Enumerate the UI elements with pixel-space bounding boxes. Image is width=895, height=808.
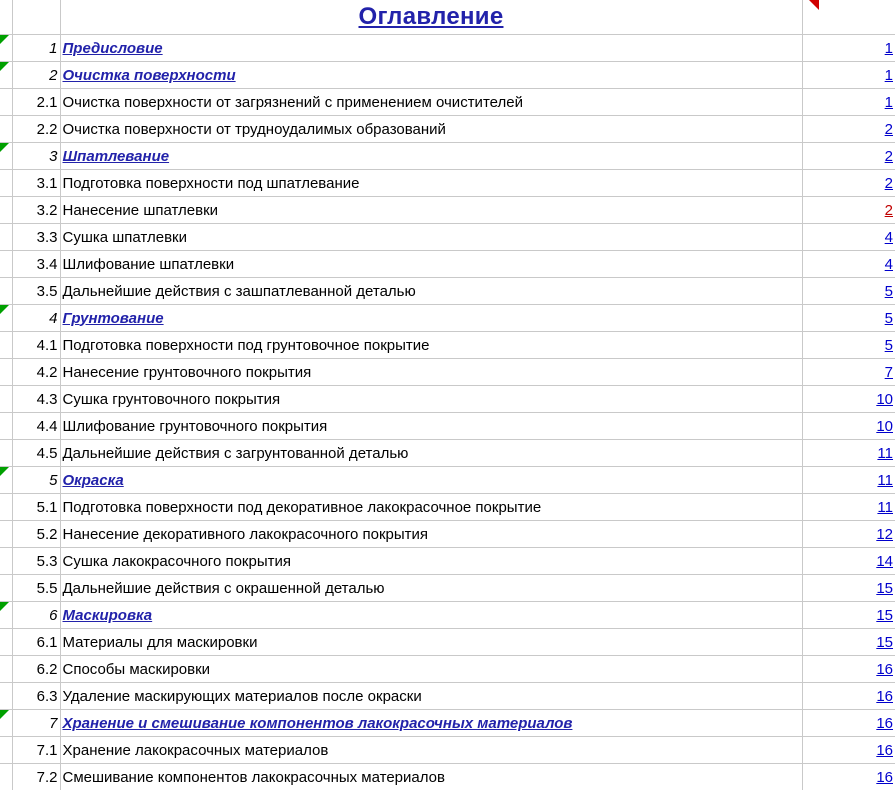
toc-number-text: 3.4 [36, 255, 58, 273]
toc-page-link[interactable]: 15 [876, 606, 893, 624]
row-marker-cell [0, 359, 12, 386]
toc-entry-title-text: Дальнейшие действия с окрашенной деталью [62, 579, 385, 597]
toc-entry-title[interactable] [60, 602, 802, 629]
toc-row[interactable] [0, 89, 895, 116]
toc-number-text: 6.3 [36, 687, 58, 705]
toc-page-number[interactable] [802, 575, 895, 602]
toc-row[interactable] [0, 251, 895, 278]
toc-entry-title[interactable] [60, 467, 802, 494]
toc-number-text: 4.2 [36, 363, 58, 381]
section-marker-cell [0, 467, 12, 494]
toc-number [12, 359, 60, 386]
toc-page-link[interactable]: 5 [884, 309, 893, 327]
row-marker-cell [0, 0, 12, 35]
toc-page-number[interactable] [802, 440, 895, 467]
toc-entry-title[interactable] [60, 170, 802, 197]
toc-number [12, 143, 60, 170]
toc-number-text: 4.1 [36, 336, 58, 354]
toc-row[interactable] [0, 629, 895, 656]
toc-page-number[interactable] [802, 197, 895, 224]
toc-entry-title-text: Нанесение декоративного лакокрасочного покрытия [62, 525, 429, 543]
row-marker-cell [0, 413, 12, 440]
toc-entry-title-text: Дальнейшие действия с зашпатлеванной деталью [62, 282, 416, 300]
toc-number [12, 386, 60, 413]
toc-number-text: 6.2 [36, 660, 58, 678]
toc-page-number[interactable] [802, 656, 895, 683]
toc-number [12, 224, 60, 251]
toc-number [12, 656, 60, 683]
toc-page-number[interactable] [802, 602, 895, 629]
toc-entry-title[interactable] [60, 89, 802, 116]
toc-entry-title-text: Хранение лакокрасочных материалов [62, 741, 329, 759]
row-marker-cell [0, 116, 12, 143]
toc-entry-title[interactable] [60, 386, 802, 413]
toc-row[interactable] [0, 683, 895, 710]
toc-number [12, 710, 60, 737]
toc-entry-title-text: Окраска [62, 471, 124, 489]
toc-number [12, 764, 60, 791]
toc-page-number[interactable] [802, 89, 895, 116]
toc-number-text: 2.2 [36, 120, 58, 138]
toc-number-text: 6 [49, 606, 58, 624]
toc-row[interactable] [0, 116, 895, 143]
header-page-cell [802, 0, 895, 35]
toc-header-row [0, 0, 895, 35]
toc-page-number[interactable] [802, 521, 895, 548]
toc-page-number[interactable] [802, 359, 895, 386]
toc-entry-title-text: Способы маскировки [62, 660, 211, 678]
toc-entry-title[interactable] [60, 359, 802, 386]
green-triangle-icon [0, 62, 9, 71]
toc-entry-title[interactable] [60, 305, 802, 332]
toc-number [12, 413, 60, 440]
toc-entry-title[interactable] [60, 224, 802, 251]
toc-number-text: 5.2 [36, 525, 58, 543]
toc-entry-title-text: Очистка поверхности от трудноудалимых образований [62, 120, 446, 138]
toc-number-text: 4.5 [36, 444, 58, 462]
toc-entry-title-text: Хранение и смешивание компонентов лакокрасочных материалов [62, 714, 573, 732]
toc-number-text: 7.2 [36, 768, 58, 786]
toc-number-text: 3.1 [36, 174, 58, 192]
toc-number-text: 5.1 [36, 498, 58, 516]
toc-number [12, 278, 60, 305]
toc-page-number[interactable] [802, 467, 895, 494]
toc-page-link[interactable]: 11 [877, 444, 893, 462]
green-triangle-icon [0, 467, 9, 476]
toc-entry-title-text: Сушка шпатлевки [62, 228, 187, 246]
toc-page-link[interactable]: 10 [876, 390, 893, 408]
toc-number [12, 440, 60, 467]
toc-page-link[interactable]: 12 [876, 525, 893, 543]
toc-entry-title-text: Смешивание компонентов лакокрасочных материалов [62, 768, 445, 786]
toc-page-number[interactable] [802, 494, 895, 521]
row-marker-cell [0, 170, 12, 197]
toc-row[interactable] [0, 656, 895, 683]
green-triangle-icon [0, 305, 9, 314]
toc-entry-title[interactable] [60, 62, 802, 89]
toc-entry-title-text: Нанесение грунтовочного покрытия [62, 363, 312, 381]
row-marker-cell [0, 224, 12, 251]
toc-page-number[interactable] [802, 737, 895, 764]
toc-entry-title[interactable] [60, 278, 802, 305]
toc-page-number[interactable] [802, 224, 895, 251]
toc-page-number[interactable] [802, 710, 895, 737]
toc-entry-title-text: Шлифование грунтовочного покрытия [62, 417, 328, 435]
toc-page-number[interactable] [802, 683, 895, 710]
row-marker-cell [0, 278, 12, 305]
toc-number-text: 1 [49, 39, 58, 57]
toc-number-text: 4.3 [36, 390, 58, 408]
toc-number-text: 7 [49, 714, 58, 732]
toc-number [12, 548, 60, 575]
toc-page-link[interactable]: 4 [884, 228, 893, 246]
toc-entry-title[interactable] [60, 548, 802, 575]
toc-number-text: 5.3 [36, 552, 58, 570]
row-marker-cell [0, 629, 12, 656]
toc-page-link[interactable]: 1 [884, 66, 893, 84]
toc-number-text: 5.5 [36, 579, 58, 597]
toc-number [12, 467, 60, 494]
toc-entry-title[interactable] [60, 575, 802, 602]
toc-row[interactable] [0, 35, 895, 62]
toc-number-text: 3 [49, 147, 58, 165]
toc-page-link[interactable]: 16 [876, 687, 893, 705]
row-marker-cell [0, 575, 12, 602]
row-marker-cell [0, 89, 12, 116]
toc-row[interactable] [0, 494, 895, 521]
toc-row[interactable] [0, 710, 895, 737]
toc-number [12, 494, 60, 521]
toc-entry-title-text: Сушка лакокрасочного покрытия [62, 552, 291, 570]
toc-page-link[interactable]: 7 [884, 363, 893, 381]
green-triangle-icon [0, 35, 9, 44]
toc-number-text: 2 [49, 66, 58, 84]
toc-entry-title[interactable] [60, 494, 802, 521]
toc-entry-title[interactable] [60, 656, 802, 683]
toc-number [12, 575, 60, 602]
toc-entry-title[interactable] [60, 413, 802, 440]
toc-number [12, 62, 60, 89]
toc-number-text: 4 [49, 309, 58, 327]
section-marker-cell [0, 305, 12, 332]
toc-page-number[interactable] [802, 548, 895, 575]
toc-entry-title[interactable] [60, 143, 802, 170]
toc-entry-title[interactable] [60, 116, 802, 143]
section-marker-cell [0, 143, 12, 170]
toc-row[interactable] [0, 413, 895, 440]
toc-row[interactable] [0, 386, 895, 413]
toc-page-link[interactable]: 5 [884, 282, 893, 300]
toc-number-text: 7.1 [36, 741, 58, 759]
toc-row[interactable] [0, 575, 895, 602]
toc-entry-title-text: Грунтование [62, 309, 164, 327]
page-title-text: Оглавление [358, 3, 504, 30]
section-marker-cell [0, 62, 12, 89]
section-marker-cell [0, 35, 12, 62]
toc-row[interactable] [0, 602, 895, 629]
toc-page-link[interactable]: 14 [876, 552, 893, 570]
section-marker-cell [0, 602, 12, 629]
toc-entry-title-text: Подготовка поверхности под шпатлевание [62, 174, 360, 192]
toc-row[interactable] [0, 737, 895, 764]
toc-page-number[interactable] [802, 62, 895, 89]
toc-number-text: 3.3 [36, 228, 58, 246]
toc-number [12, 332, 60, 359]
toc-number-text: 3.5 [36, 282, 58, 300]
toc-entry-title[interactable] [60, 35, 802, 62]
toc-entry-title-text: Шлифование шпатлевки [62, 255, 235, 273]
toc-page-number[interactable] [802, 332, 895, 359]
toc-number [12, 89, 60, 116]
toc-page-number[interactable] [802, 143, 895, 170]
toc-row[interactable] [0, 521, 895, 548]
toc-number [12, 197, 60, 224]
toc-entry-title[interactable] [60, 737, 802, 764]
toc-number [12, 629, 60, 656]
row-marker-cell [0, 386, 12, 413]
row-marker-cell [0, 737, 12, 764]
toc-page-link[interactable]: 4 [884, 255, 893, 273]
row-marker-cell [0, 521, 12, 548]
toc-page-link[interactable]: 16 [876, 741, 893, 759]
toc-page-number[interactable] [802, 116, 895, 143]
toc-page-link[interactable]: 16 [876, 660, 893, 678]
toc-number [12, 521, 60, 548]
toc-entry-title[interactable] [60, 197, 802, 224]
toc-entry-title-text: Маскировка [62, 606, 153, 624]
row-marker-cell [0, 197, 12, 224]
toc-entry-title[interactable] [60, 629, 802, 656]
toc-page-link[interactable]: 16 [876, 714, 893, 732]
toc-entry-title-text: Удаление маскирующих материалов после окраски [62, 687, 422, 705]
toc-number [12, 683, 60, 710]
toc-page-link[interactable]: 11 [877, 498, 893, 516]
toc-page-link[interactable]: 5 [884, 336, 893, 354]
toc-page-link[interactable]: 15 [876, 633, 893, 651]
toc-row[interactable] [0, 305, 895, 332]
toc-number [12, 602, 60, 629]
toc-number-text: 5 [49, 471, 58, 489]
row-marker-cell [0, 548, 12, 575]
toc-page-number[interactable] [802, 386, 895, 413]
toc-row[interactable] [0, 197, 895, 224]
row-marker-cell [0, 656, 12, 683]
toc-number-text: 4.4 [36, 417, 58, 435]
toc-row[interactable] [0, 359, 895, 386]
toc-entry-title[interactable] [60, 521, 802, 548]
toc-page-link[interactable]: 1 [884, 93, 893, 111]
row-marker-cell [0, 332, 12, 359]
toc-entry-title-text: Подготовка поверхности под грунтовочное покрытие [62, 336, 430, 354]
toc-number [12, 170, 60, 197]
toc-entry-title-text: Материалы для маскировки [62, 633, 258, 651]
toc-page-number[interactable] [802, 251, 895, 278]
toc-page-link[interactable]: 2 [884, 174, 893, 192]
green-triangle-icon [0, 710, 9, 719]
toc-entry-title[interactable] [60, 332, 802, 359]
green-triangle-icon [0, 143, 9, 152]
toc-number [12, 116, 60, 143]
toc-page-number[interactable] [802, 278, 895, 305]
row-marker-cell [0, 251, 12, 278]
toc-row[interactable] [0, 440, 895, 467]
toc-page-link[interactable]: 10 [876, 417, 893, 435]
page-title [60, 0, 802, 35]
toc-row[interactable] [0, 332, 895, 359]
toc-number [12, 251, 60, 278]
row-marker-cell [0, 683, 12, 710]
toc-entry-title-text: Дальнейшие действия с загрунтованной деталью [62, 444, 409, 462]
toc-entry-title-text: Шпатлевание [62, 147, 170, 165]
toc-page-link[interactable]: 1 [884, 39, 893, 57]
toc-page-link[interactable]: 16 [876, 768, 893, 786]
row-marker-cell [0, 440, 12, 467]
section-marker-cell [0, 710, 12, 737]
toc-number-text: 6.1 [36, 633, 58, 651]
toc-page-number[interactable] [802, 629, 895, 656]
toc-entry-title-text: Очистка поверхности от загрязнений с применением очистителей [62, 93, 523, 111]
toc-entry-title[interactable] [60, 440, 802, 467]
toc-page-link[interactable]: 15 [876, 579, 893, 597]
toc-entry-title[interactable] [60, 764, 802, 791]
toc-page-link[interactable]: 2 [884, 201, 893, 219]
toc-row[interactable] [0, 764, 895, 791]
toc-entry-title[interactable] [60, 251, 802, 278]
row-marker-cell [0, 764, 12, 791]
toc-number [12, 35, 60, 62]
toc-page-link[interactable]: 2 [884, 120, 893, 138]
toc-entry-title[interactable] [60, 710, 802, 737]
toc-page-number[interactable] [802, 170, 895, 197]
toc-number [12, 737, 60, 764]
toc-number-text: 2.1 [36, 93, 58, 111]
header-num-cell [12, 0, 60, 35]
toc-row[interactable] [0, 548, 895, 575]
toc-number-text: 3.2 [36, 201, 58, 219]
toc-number [12, 305, 60, 332]
toc-row[interactable] [0, 224, 895, 251]
toc-row[interactable] [0, 467, 895, 494]
toc-entry-title-text: Очистка поверхности [62, 66, 236, 84]
toc-page-number[interactable] [802, 35, 895, 62]
green-triangle-icon [0, 602, 9, 611]
toc-entry-title-text: Сушка грунтовочного покрытия [62, 390, 281, 408]
toc-entry-title[interactable] [60, 683, 802, 710]
comment-flag-icon [808, 0, 819, 10]
toc-entry-title-text: Предисловие [62, 39, 163, 57]
toc-row[interactable] [0, 170, 895, 197]
row-marker-cell [0, 494, 12, 521]
toc-entry-title-text: Нанесение шпатлевки [62, 201, 219, 219]
toc-row[interactable] [0, 143, 895, 170]
toc-page-number[interactable] [802, 413, 895, 440]
toc-row[interactable] [0, 62, 895, 89]
toc-row[interactable] [0, 278, 895, 305]
toc-page-number[interactable] [802, 305, 895, 332]
toc-page-link[interactable]: 2 [884, 147, 893, 165]
toc-page-number[interactable] [802, 764, 895, 791]
toc-page-link[interactable]: 11 [877, 471, 893, 489]
toc-entry-title-text: Подготовка поверхности под декоративное лакокрасочное покрытие [62, 498, 542, 516]
